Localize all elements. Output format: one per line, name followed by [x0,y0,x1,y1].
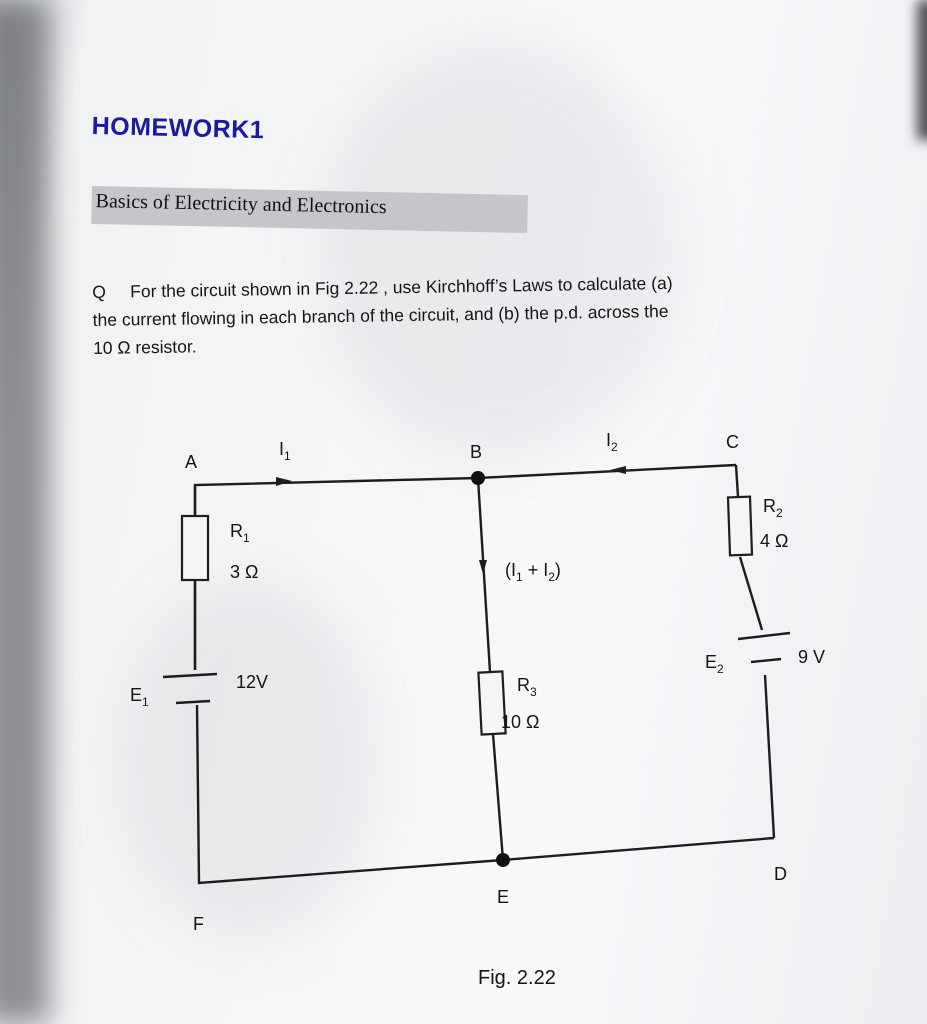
resistor-r3-name: $R_3$ [517,675,537,699]
junction-e [496,853,510,867]
battery-e2-name: $E_2$ [705,652,724,676]
wire-top-right [478,465,736,478]
wire-right-mid [740,557,762,630]
resistor-r2-value: 4 Ω [760,531,789,551]
battery-e1-short-plate [176,701,210,703]
battery-e1-value: 12V [236,672,269,692]
battery-e2-long-plate [738,633,790,639]
node-label-a: A [185,452,198,472]
node-label-d: D [774,864,787,884]
junction-b [471,471,485,485]
node-label-c: C [726,432,739,452]
battery-e2-value: 9 V [798,647,826,667]
wire-right-top [736,465,738,497]
resistor-r1-value: 3 Ω [230,562,259,582]
homework-title: HOMEWORK1 [91,112,265,145]
current-label-i1: $I_1$ [279,439,291,463]
wire-bottom-right [503,838,774,860]
wire-middle-top [478,478,490,672]
wire-middle-bottom [493,734,503,860]
resistor-r2-name: $R_2$ [763,496,783,520]
resistor-r1-name: $R_1$ [230,521,250,545]
question-text-1: For the circuit shown in Fig 2.22 , use Kirchhoff’s Laws to calculate (a) [130,272,673,302]
node-label-f: F [193,914,204,934]
wire-bottom-left [197,705,503,883]
battery-e1-long-plate [163,674,217,677]
subject-title: Basics of Electricity and Electronics [95,190,387,219]
question-marker: Q [92,281,107,302]
wire-right-lower [765,675,774,838]
arrow-i2-icon [610,466,626,474]
resistor-r3-value: 10 Ω [501,712,540,732]
arrow-i1-icon [276,477,292,486]
node-label-b: B [470,442,483,462]
node-label-e: E [497,887,510,907]
figure-caption: Fig. 2.22 [478,967,556,989]
battery-e1-name: $E_1$ [130,685,149,709]
current-label-branch: $(I_1 + I_2)$ [505,560,561,584]
battery-e2-short-plate [751,659,781,662]
current-label-i2: $I_2$ [606,430,618,454]
question-text-2: the current flowing in each branch of the circuit, and (b) the p.d. across the [92,300,669,330]
question-text-3: 10 Ω resistor. [92,336,197,358]
resistor-r1 [182,516,208,580]
arrow-branch-icon [479,560,487,574]
resistor-r2 [728,497,752,556]
